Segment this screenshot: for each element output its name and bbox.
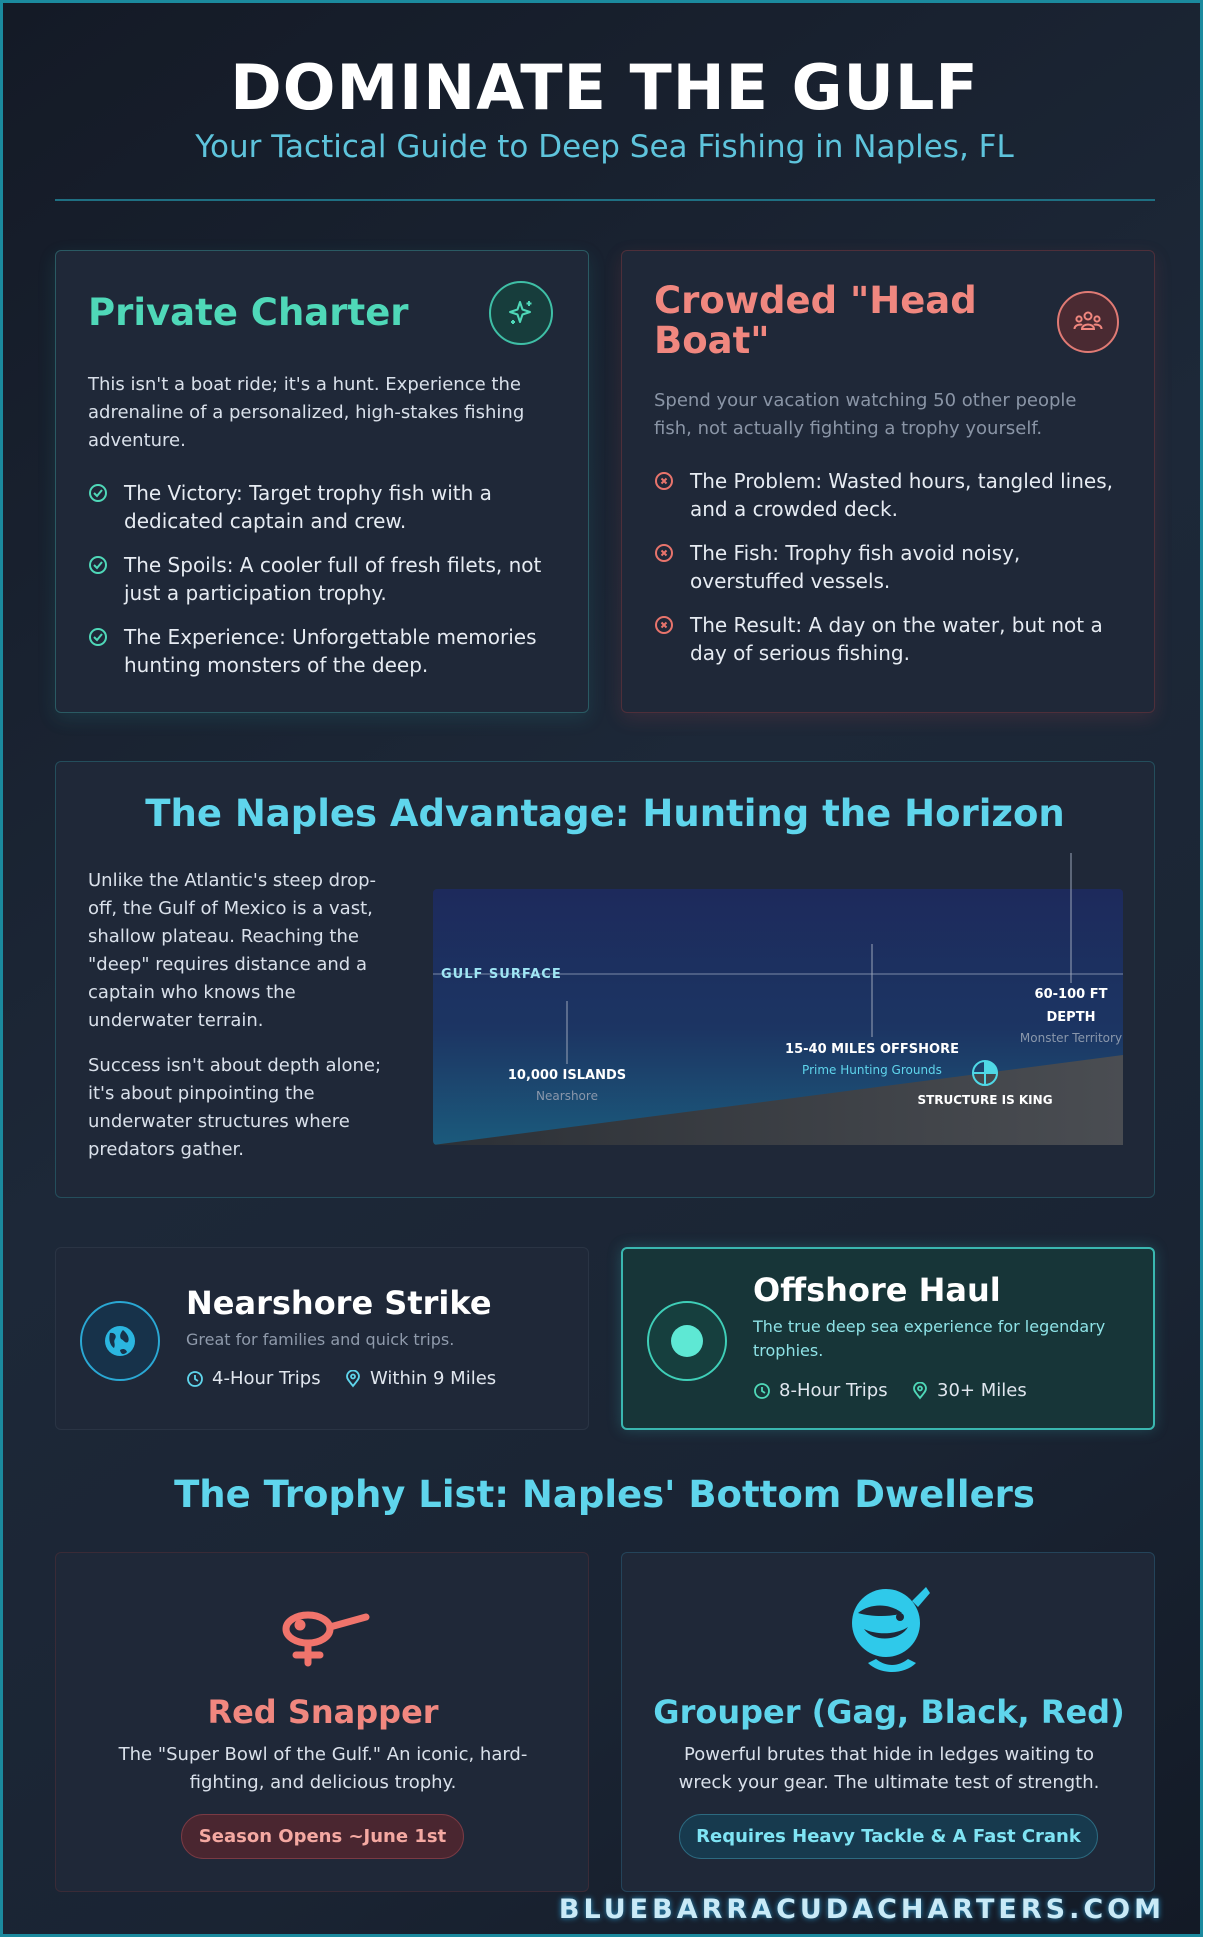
bottom-margin xyxy=(0,1937,1220,1941)
grouper-icon xyxy=(842,1583,938,1679)
list-item xyxy=(654,467,1124,523)
islands-sublabel: Nearshore xyxy=(536,1089,598,1103)
list-item xyxy=(88,623,558,679)
bullet-text: The Fish: Trophy fish avoid noisy, overstuffed vessels. xyxy=(690,541,1021,593)
bullet-text: The Spoils: A cooler full of fresh filets, not just a participation trophy. xyxy=(124,553,542,605)
x-circle-icon xyxy=(654,615,674,635)
duration-text: 8-Hour Trips xyxy=(779,1380,888,1401)
check-circle-icon xyxy=(88,483,108,503)
target-dot-icon xyxy=(647,1301,727,1381)
naples-advantage-title: The Naples Advantage: Hunting the Horizon xyxy=(145,792,1065,835)
depth-label-line2: DEPTH xyxy=(1046,1010,1096,1025)
fish-icon xyxy=(278,1603,370,1673)
private-charter-card xyxy=(55,250,589,713)
advantage-paragraph: Success isn't about depth alone; it's about pinpointing the underwater structures where predators gather. xyxy=(88,1055,382,1160)
structure-label: STRUCTURE IS KING xyxy=(917,1093,1053,1107)
nearshore-duration xyxy=(186,1368,321,1389)
right-margin xyxy=(1203,0,1220,1941)
offshore-card xyxy=(621,1247,1155,1430)
map-pin-icon xyxy=(344,1370,362,1388)
trophy-list-title: The Trophy List: Naples' Bottom Dwellers xyxy=(174,1473,1035,1516)
depth-label: 60-100 FT xyxy=(1034,987,1108,1002)
grouper-name: Grouper (Gag, Black, Red) xyxy=(653,1693,1125,1731)
offshore-distance xyxy=(911,1380,1027,1401)
season-badge: Season Opens ~June 1st xyxy=(181,1814,464,1859)
head-boat-intro: Spend your vacation watching 50 other people fish, not actually fighting a trophy yourself. xyxy=(654,390,1077,439)
clock-icon xyxy=(186,1370,204,1388)
offshore-duration xyxy=(753,1380,888,1401)
footer-url[interactable]: BLUEBARRACUDACHARTERS.COM xyxy=(558,1894,1165,1925)
nearshore-title: Nearshore Strike xyxy=(186,1284,492,1322)
header-divider xyxy=(55,199,1155,201)
list-item xyxy=(654,539,1124,595)
bullet-text: The Experience: Unforgettable memories hunting monsters of the deep. xyxy=(124,625,537,677)
offshore-sublabel: Prime Hunting Grounds xyxy=(802,1063,942,1077)
head-boat-card xyxy=(621,250,1155,713)
advantage-paragraph: Unlike the Atlantic's steep drop-off, the Gulf of Mexico is a vast, shallow plateau. Reaching the "deep" requires distance and a captain who knows the underwater terrain. xyxy=(88,870,377,1031)
page-subtitle: Your Tactical Guide to Deep Sea Fishing in Naples, FL xyxy=(195,129,1014,165)
offshore-title: Offshore Haul xyxy=(753,1271,1001,1309)
clock-icon xyxy=(753,1382,771,1400)
check-circle-icon xyxy=(88,555,108,575)
red-snapper-desc: The "Super Bowl of the Gulf." An iconic, hard-fighting, and delicious trophy. xyxy=(118,1744,528,1793)
tackle-badge: Requires Heavy Tackle & A Fast Crank xyxy=(679,1814,1098,1859)
map-pin-icon xyxy=(911,1382,929,1400)
crowd-icon xyxy=(1057,291,1119,353)
globe-icon xyxy=(80,1301,160,1381)
gulf-surface-label: GULF SURFACE xyxy=(441,967,562,982)
x-circle-icon xyxy=(654,471,674,491)
private-charter-intro: This isn't a boat ride; it's a hunt. Experience the adrenaline of a personalized, high-stakes fishing adventure. xyxy=(88,374,525,451)
nearshore-distance xyxy=(344,1368,496,1389)
red-snapper-name: Red Snapper xyxy=(207,1693,439,1731)
duration-text: 4-Hour Trips xyxy=(212,1368,321,1389)
depth-sublabel: Monster Territory xyxy=(1019,1031,1123,1045)
list-item xyxy=(88,551,558,607)
list-item xyxy=(654,611,1124,667)
private-charter-title: Private Charter xyxy=(88,291,409,334)
offshore-label: 15-40 MILES OFFSHORE xyxy=(785,1042,959,1057)
list-item xyxy=(88,479,558,535)
distance-text: Within 9 Miles xyxy=(370,1368,497,1389)
page-title: DOMINATE THE GULF xyxy=(230,51,979,124)
bullet-text: The Victory: Target trophy fish with a dedicated captain and crew. xyxy=(124,481,492,533)
bullet-text: The Problem: Wasted hours, tangled lines, and a crowded deck. xyxy=(690,469,1113,521)
depth-diagram xyxy=(433,853,1123,1145)
offshore-desc: The true deep sea experience for legendary trophies. xyxy=(753,1317,1106,1360)
grouper-desc: Powerful brutes that hide in ledges waiting to wreck your gear. The ultimate test of strength. xyxy=(678,1744,1100,1793)
distance-text: 30+ Miles xyxy=(937,1380,1027,1401)
head-boat-title: Crowded "Head Boat" xyxy=(654,279,977,362)
x-circle-icon xyxy=(654,543,674,563)
bullet-text: The Result: A day on the water, but not a day of serious fishing. xyxy=(690,613,1103,665)
nearshore-card xyxy=(55,1247,589,1430)
nearshore-desc: Great for families and quick trips. xyxy=(186,1330,455,1349)
islands-label: 10,000 ISLANDS xyxy=(507,1068,627,1083)
check-circle-icon xyxy=(88,627,108,647)
sparkles-icon xyxy=(489,281,553,345)
